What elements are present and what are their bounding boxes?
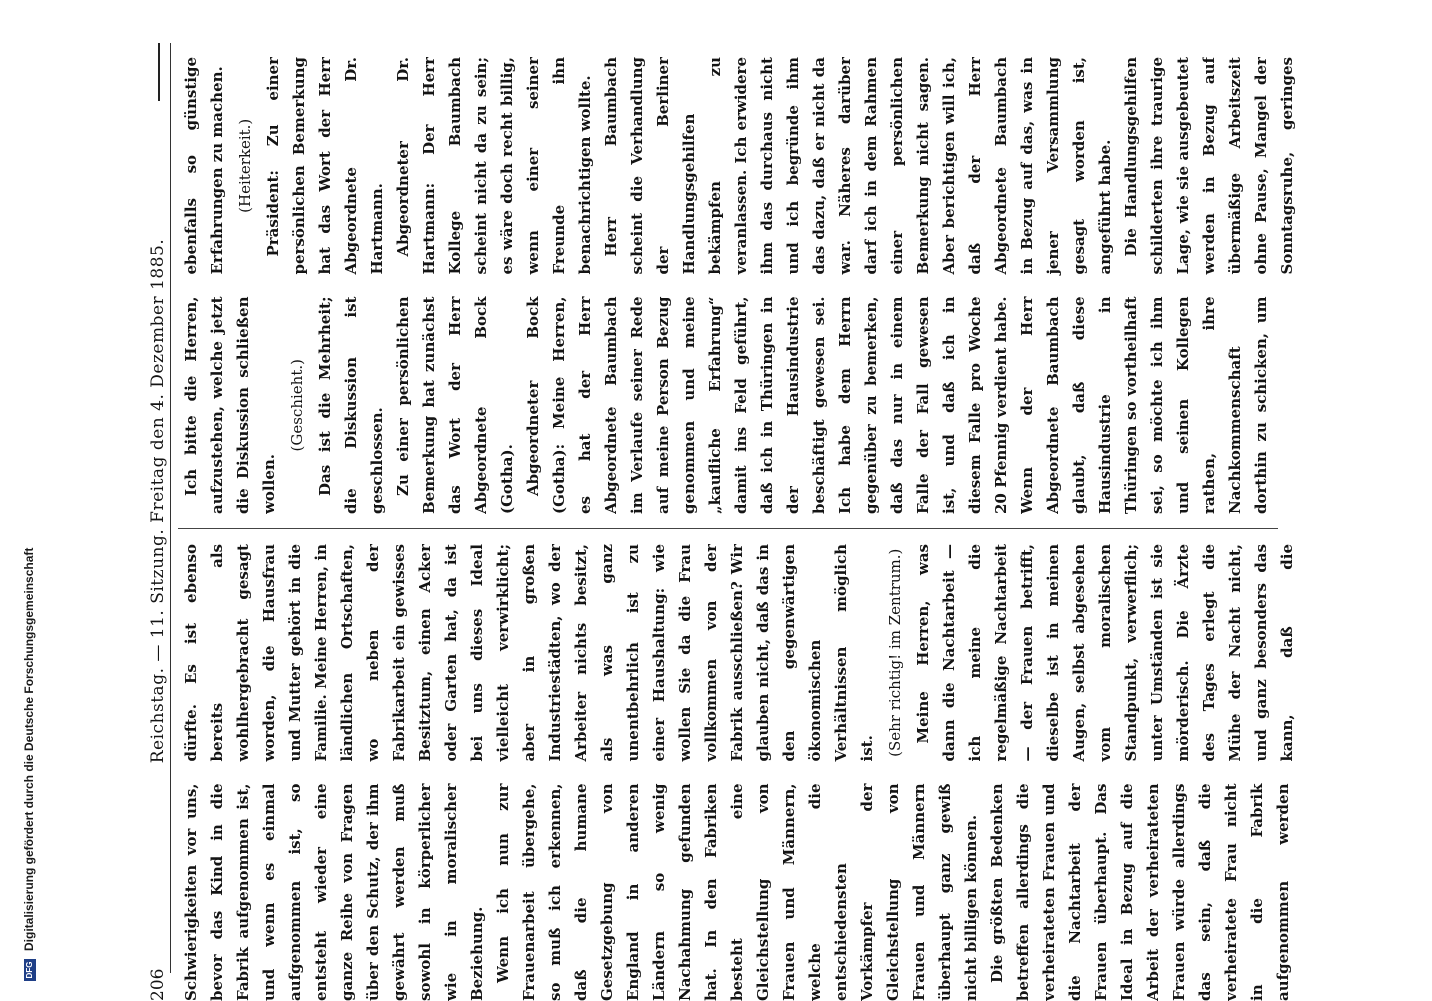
interjection: (Heiterkeit.) <box>232 57 258 275</box>
paragraph: Präsident: Zu einer persönlichen Bemerkung hat das Wort der Herr Abgeordnete Dr. Hartmann. <box>260 57 390 275</box>
paragraph: Ich bitte die Herren, aufzustehen, welche jetzt die Diskussion schließen wollen. <box>178 297 282 515</box>
dfg-logo: DFG <box>24 959 36 981</box>
running-title: Reichstag. — 11. Sitzung. Freitag den 4. Dezember 1885. <box>144 161 172 841</box>
interjection: (Geschieht.) <box>284 297 310 515</box>
page-header <box>144 43 172 1001</box>
column-divider <box>178 528 1278 529</box>
paragraph: Zu einer persönlichen Bemerkung hat zunächst das Wort der Herr Abgeordnete Bock (Gotha). <box>390 297 520 515</box>
left-text-column <box>178 544 1303 1001</box>
header-rule <box>170 43 171 973</box>
rotated-page <box>144 43 1307 1001</box>
paragraph: Abgeordneter Dr. Hartmann: Der Herr Kollege Baumbach scheint nicht da zu sein; es wäre doch recht billig, wenn einer seiner Freunde ihn benachrichtigen wollte. <box>390 57 598 275</box>
digitization-credit <box>20 21 38 981</box>
paragraph: Schwierigkeiten vor uns, bevor das Kind in die Fabrik aufgenommen ist, und wenn es einmal aufgenommen ist, so entsteht wieder eine ganze Reihe von Fragen über den Schutz, der ihm gewährt werden muß sowohl in körperlicher wie in moralischer Beziehung. <box>178 784 490 1001</box>
paragraph: Das ist die Mehrheit; die Diskussion ist geschlossen. <box>312 297 390 515</box>
credit-text: Digitalisierung gefördert durch die Deutsche Forschungsgemeinschaft <box>22 548 36 951</box>
paragraph: Die größten Bedenken betreffen allerdings die verheirateten Frauen und die Nachtarbeit der Frauen überhaupt. Das Ideal in Bezug auf die Arbeit der verheirateten Frauen würde allerdings das sein, daß die verheiratete Frau nicht in die Fabrik aufgenommen werden dürfte. Es ist ebenso bereits als wohlhergebracht gesagt worden, die Hausfrau und Mutter gehört in die Familie. Meine Herren, in ländlichen Ortschaften, wo neben der Fabrikarbeit ein gewisses Besitztum, einen Acker oder Garten hat, da ist bei uns dieses Ideal vielleicht verwirklicht; aber in großen Industriestädten, wo der Arbeiter nichts besitzt, als was ganz unentbehrlich ist zu einer Haushaltung: wie wollen Sie da die Frau vollkommen von der Fabrik ausschließen? Wir glauben nicht, daß das in den gegenwärtigen ökonomischen Verhältnissen möglich ist. <box>178 544 1303 1001</box>
right-text-column <box>178 57 1303 514</box>
paragraph: Herr Baumbach scheint die Verhandlung der Berliner Handlungsgehilfen bekämpfen zu veranlassen. Ich erwidere ihm das durchaus nicht und ich begründe ihm das dazu, daß er nicht da war. Näheres darüber darf ich in dem Rahmen einer persönlichen Bemerkung nicht sagen. Aber berichtigen will ich, daß der Herr Abgeordnete Baumbach in Bezug auf das, was in jener Versammlung gesagt worden ist, angeführt habe. <box>598 57 1118 275</box>
paragraph: Abgeordneter Bock (Gotha): Meine Herren, es hat der Herr Abgeordnete Baumbach im Verlaufe seiner Rede auf meine Person Bezug genommen und meine „kaufliche Erfahrung“ damit ins Feld geführt, daß ich in Thüringen in der Hausindustrie beschäftigt gewesen sei. Ich habe dem Herrn gegenüber zu bemerken, daß das nur in einem Falle der Fall gewesen ist, und daß ich in diesem Falle pro Woche 20 Pfennig verdient habe. Wenn der Herr Abgeordnete Baumbach glaubt, daß diese Hausindustrie in Thüringen so vortheilhaft sei, so möchte ich ihm und seinen Kollegen rathen, ihre Nachkommenschaft dorthin zu schicken, um ebenfalls so günstige Erfahrungen zu machen. <box>178 57 1303 514</box>
paragraph: Die Handlungsgehilfen schilderten ihre traurige Lage, wie sie ausgebeutet werden in Bezug auf übermäßige Arbeitszeit ohne Pause, Mangel der Sonntagsruhe, geringes <box>178 57 1303 275</box>
interjection: (Sehr richtig! im Zentrum.) <box>882 544 908 762</box>
header-tick <box>158 43 160 101</box>
paragraph: Meine Herren, was dann die Nachtarbeit — ich meine die regelmäßige Nachtarbeit — der Frauen betrifft, dieselbe ist in meinen Augen, selbst abgesehen vom moralischen Standpunkt, verwerflich; unter Umständen ist sie mörderisch. Die Ärzte des Tages erlegt die Mühe der Nacht nicht, und ganz besonders das kann, daß die <box>178 544 1303 762</box>
paragraph: Wenn ich nun zur Frauenarbeit übergehe, so muß ich erkennen, daß die humane Gesetzgebung von England in anderen Ländern so wenig Nachahmung gefunden hat. In den Fabriken besteht eine Gleichstellung von Frauen und Männern, welche die entschiedensten Vorkämpfer der Gleichstellung von Frauen und Männern überhaupt ganz gewiß nicht billigen können. <box>490 784 984 1001</box>
page-number: 206 <box>144 969 172 1001</box>
